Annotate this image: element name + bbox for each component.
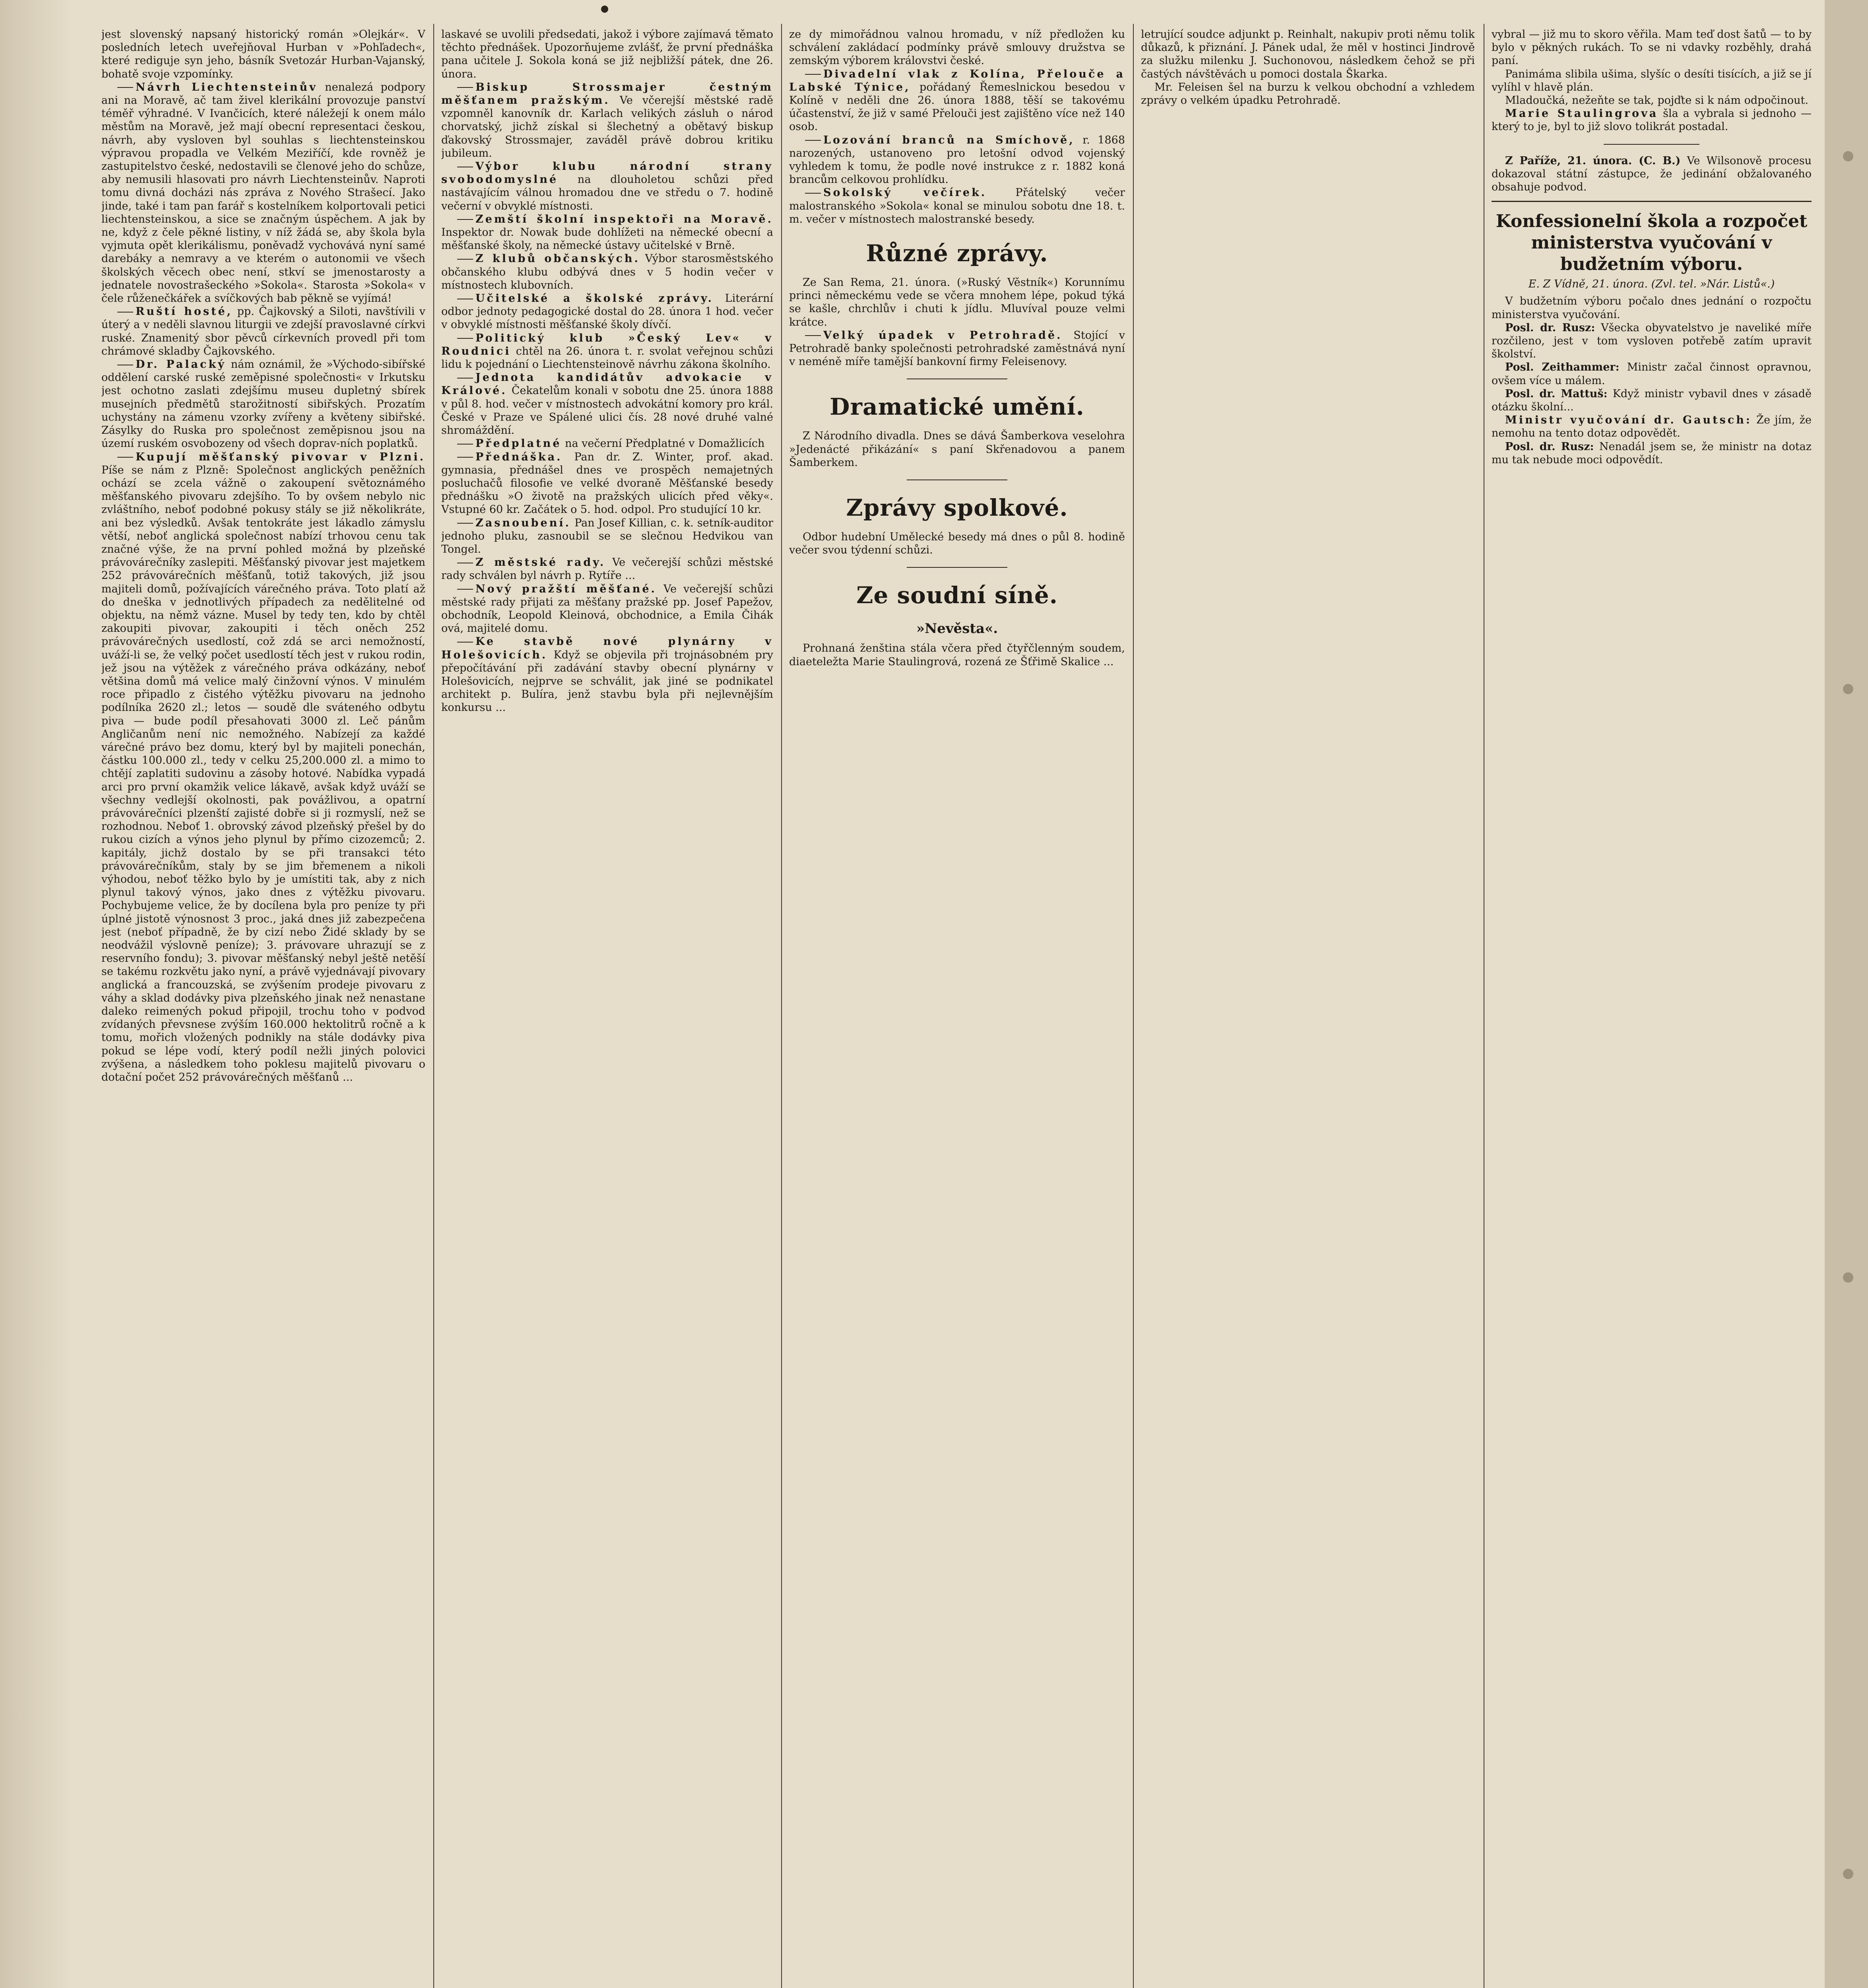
article-paragraph [1492,440,1812,466]
article-text: jest slovenský napsaný historický román »Olejkár«. V posledních letech uveřejňoval Hurban v »Pohľadech«, které rediguje syn jeho, básník Svetozár Hurban-Vajanský, bohatě svoje vzpomínky. [101,28,425,80]
binding-hole [1843,1272,1853,1283]
article-heading: Ruští hosté, [136,305,233,318]
article-paragraph [441,635,773,714]
article-heading: Návrh Liechtensteinův [136,81,318,93]
page-left-edge [0,0,72,1988]
article-heading: Dr. Palacký [136,358,226,371]
article-paragraph [1492,321,1812,361]
section-heading-zpravy-spolkove: Zprávy spolkové. [846,494,1068,522]
column-rule [1133,24,1134,1988]
article-paragraph [441,81,773,160]
article-text: letrující soudce adjunkt p. Reinhalt, nakupiv proti němu tolik důkazů, k přiznání. J. Pánek udal, že měl v hostinci Jindrově za služku milenku J. Suchonovou, následkem čehož se při častých návštěvách u pomoci dostala Škarka. [1141,28,1475,80]
article-heading: Přednáška. [475,450,563,463]
column-rule [781,24,782,1988]
page-binding-edge [1825,0,1868,1988]
article-heading: Ke stavbě nové plynárny v Holešovicích. [441,635,773,661]
article-heading: Biskup Strossmajer čestným měšťanem pražským. [441,81,773,107]
article-text: laskavé se uvolili předsedati, jakož i výbore zajímavá těmato těchto přednášek. Upozorňujeme zvlášť, že první přednáška pana učitele J. Sokola koná se již nejbližší pátek, dne 26. února. [441,28,773,80]
article-paragraph [441,252,773,292]
column-4 [1141,28,1475,1988]
article-paragraph [441,556,773,582]
article-heading: Učitelské a školské zprávy. [475,292,714,305]
article-text: Ministr začal činnost opravnou, ovšem více u málem. [1492,361,1812,387]
speaker-name: Posl. dr. Rusz: [1505,321,1595,334]
article-heading: Lozování branců na Smíchově, [823,134,1075,146]
article-heading: Z městské rady. [475,556,606,569]
article-heading: Jednota kandidátův advokacie v Králové. [441,371,773,397]
article-heading: Zasnoubení. [475,516,571,529]
article-heading: Marie Staulingrova [1505,107,1659,120]
column-5 [1492,28,1812,1988]
top-bullet-mark [601,6,608,13]
article-text: Čekatelům konali v sobotu dne 25. února 1888 v půl 8. hod. večer v místnostech advokátní komory pro král. České v Praze ve Spálené ulici čís. 28 nové druhé valné shromáždění. [441,384,773,437]
article-paragraph [789,329,1125,369]
article-heading: Kupují měšťanský pivovar v Plzni. [136,450,425,463]
article-text: Píše se nám z Plzně: Společnost anglických peněžních ochází se zcela vážně o zakoupení světoznámého měšťanského pivovaru zdejšího. To by ovšem nebylo nic zvláštního, neboť podobné pokusy stály se již několikráte, ani bez výsledků. Avšak tentokráte jest lákadlo zámyslu větší, neboť anglická společnost nabízí trhovou cenu tak značné výše, že na první pohled možná by plzeňské právovárečníky zaslepiti. Měšťanský pivovar jest majetkem 252 právovárečních měšťanů, totiž takových, již jsou majiteli domů, požívajících várečného práva. Toto platí až do dneška v jednotlivých případech za nedělitelné od objektu, na němž vázne. Musel by tedy ten, kdo by chtěl zakoupiti pivovar, zakoupiti i těch oněch 252 právovárečných usedlostí, což zdá se arci nemožností, uváží-li se, že velký počet usedlostí těch jest v rukou rodin, jež jsou na výtěžek z várečného práva odkázány, neboť většina domů má velice malý činžovní výnos. V minulém roce připadlo z čistého výtěžku pivovaru na jednoho podílníka 2620 zl.; letos — soudě dle sváteného odbytu piva — bude podíl přesahovati 3000 zl. Leč pánům Angličanům není nic nemožného. Nabízejí za každé várečné právo bez domu, který byl by majiteli ponechán, částku 100.000 zl., tedy v celku 25,200.000 zl. a mimo to chtějí zaplatiti sudovinu a zásoby hotové. Nabídka vypadá arci pro první okamžik velice lákavě, avšak když uváží se všechny vedlejší okolnosti, pak povážlivou, a opatrní právovárečníci plzenští zajisté dobře si ji rozmyslí, než se rozhodnou. Neboť 1. obrovský závod plzeňský přešel by do rukou cizích a výnos jeho plynul by přímo cizozemců; 2. kapitály, jichž dostalo by se při transakci této právovárečníkům, staly by se jim břemenem a nikoli výhodou, neboť těžko bylo by je umístiti tak, aby z nich plynul takový výnos, jako dnes z výtěžku pivovaru. Pochybujeme velice, že by docílena byla pro peníze ty při úplné jistotě výnosnost 3 proc., jaká dnes již zabezpečena jest (neboť případně, že by cizí nebo Židé sklady by se neodvážil výslovně peníze); 3. právovare uhrazují se z reservního fondu); 3. pivovar měšťanský nebyl ještě netěší se takému rozkvětu jako nyní, a právě vyjednávají pivovary anglická a francouzská, se zvýšením prodeje pivovaru z váhy a sklad dodávky piva plzeňského jinak než nenastane daleko reimených pokud připojil, trochu toho v podvod zvídaných převsnese zvýším 160.000 hektolitrů ročně a k tomu, mořich vložených podnikly na stále dodávky piva pokud se lépe vodí, který podíl nežli jiných polovici zvýšena, a následkem toho poklesu majitelů pivovaru o dotační počet 252 právovárečných měšťanů ... [101,464,425,1084]
article-paragraph [441,332,773,371]
article-dateline: Z Paříže, 21. února. (C. B.) [1505,154,1681,167]
column-3 [789,28,1125,1988]
article-title-nevesta: »Nevěsta«. [916,621,998,637]
article-text: Když se objevila při trojnásobném pry přepočítávání při zadávání stavby obecní plynárny v Holešovicích, nejprve se schválit, jak jiné se podnikatel architekt p. Bulíra, jenž stavbu byla při nejlevnějším konkursu ... [441,648,773,714]
article-text: na večerní Předplatné v Domažlicích [561,437,765,450]
article-paragraph [101,450,425,1084]
section-heading-dramaticke-umeni: Dramatické umění. [830,393,1084,421]
article-text: ze dy mimořádnou valnou hromadu, v níž předložen ku schválení zakládací podmínky právě smlouvy družstva se zemským výborem královstvi české. [789,28,1125,67]
article-paragraph [1492,387,1812,414]
article-text: Ve večerejší schůzi městské rady schválen byl návrh p. Rytíře ... [441,556,773,582]
article-heading: Předplatné [475,437,562,450]
section-heading-ruzne-zpravy: Různé zprávy. [866,240,1048,267]
article-title-konfessionelni-skola: Konfessionelní škola a rozpočet ministerstva vyučování v budžetním výboru. [1496,211,1808,275]
article-paragraph [789,186,1125,226]
binding-hole [1843,1869,1853,1879]
article-text: Výbor starosměstského občanského klubu odbývá dnes v 5 hodin večer v místnostech klubovních. [441,252,773,291]
article-paragraph: Z Národního divadla. Dnes se dává Šamberkova veselohra »Jedenácté přikázání« s paní Skřenadovou a panem Šamberkem. [789,430,1125,469]
speaker-name: Posl. Zeithammer: [1505,361,1620,374]
article-paragraph [789,68,1125,134]
article-text: Nenadál jsem se, že ministr na dotaz mu tak nebude moci odpovědít. [1492,440,1812,466]
article-paragraph: Prohnaná ženština stála včera před čtyřčlenným soudem, diaeteležta Marie Staulingrová, rozená ze Šťřimě Skalice ... [789,642,1125,668]
binding-hole [1843,684,1853,694]
article-text: Literární odbor jednoty pedagogické dostal do 28. února 1 hod. večer v obvyklé místnosti měšťanské školy dívčí. [441,292,773,331]
article-text: r. 1868 narozených, ustanoveno pro letošní odvod vojenský vyhledem k tomu, že podle nové instrukce z r. 1882 koná brancům celkovou prohlídku. [789,134,1125,186]
article-text: Že jím, že nemohu na tento dotaz odpovědět. [1492,414,1812,440]
article-heading: Zemští školní inspektoři na Moravě. [475,213,773,225]
speaker-name: Posl. dr. Rusz: [1505,440,1594,453]
speaker-name: Ministr vyučování dr. Gautsch: [1505,414,1752,427]
article-text: chtěl na 26. února t. r. svolat veřejnou schůzi lidu k pojednání o Liechtensteinově návrhu zákona školního. [441,345,773,371]
article-paragraph [1492,361,1812,387]
article-paragraph [441,213,773,252]
article-paragraph [101,358,425,450]
article-text: Stojící v Petrohradě banky společnosti petrohradské zaměstnává nyní v neméně míře tamější bankovní firmy Feleisenovy. [789,329,1125,368]
article-paragraph [441,516,773,556]
article-paragraph [1492,414,1812,440]
section-heading-ze-soudni-sine: Ze soudní síně. [856,582,1058,609]
article-text: Pan Josef Killian, c. k. setník-auditor jednoho pluku, zasnoubil se se slečnou Hedvikou van Tongel. [441,516,773,555]
article-heading: Z klubů občanských. [475,252,640,265]
article-byline: E. Z Vídně, 21. února. (Zvl. tel. »Nár. Listů«.) [1528,278,1775,291]
article-paragraph [1492,107,1812,133]
article-paragraph: V budžetním výboru počalo dnes jednání o rozpočtu ministerstva vyučování. [1492,295,1812,321]
article-paragraph: Odbor hudební Umělecké besedy má dnes o půl 8. hodině večer svou týdenní schůzi. [789,531,1125,557]
article-paragraph: Ze San Rema, 21. února. (»Ruský Věstník«) Korunnímu princi německému vede se včera mnohem lépe, pokud týká se kašle, chrchlův i chuti k jídlu. Mluvíval pouze velmi krátce. [789,276,1125,328]
article-heading: Velký úpadek v Petrohradě. [823,329,1063,342]
article-paragraph [441,450,773,516]
speaker-name: Posl. dr. Mattuš: [1505,387,1608,400]
column-1 [101,28,425,1988]
article-text: nenalezá podpory ani na Moravě, ač tam živel klerikální provozuje panství téměř výhradné. V Ivančicích, které náležejí k onem málo městům na Moravě, jež mají obecní representaci českou, návrh, aby vysloven byl souhlas s liechtensteinskou výpravou propadla ve Velkém Meziříčí, kde rovněž je zastupitelstvo české, nedostavili se členové jeho do schůze, aby nemusili hlasovati pro návrh Liechtensteinův. Naproti tomu divná docházi nás zpráva z Nového Strašecí. Jako jinde, také i tam pan farář s kostelníkem kolportovali petici liechtensteinskou, a sice se značným úspěchem. A jak by ne, když z čele pěkné listiny, v níž žádá se, aby škola byla vyjmuta opět klerikálismu, poněvadž vychovává nyní samé darebáky a nemravy a ve kterém o autonomii ve všech školských věcech obec není, stkví se jmenostarosty a jednatele novostrašeckého »Sokola«. Starosta »Sokola« v čele růženečkářek a svíčkových bab pěkně se vyjímá! [101,81,425,305]
article-paragraph: Mladoučká, nežeňte se tak, pojďte si k nám odpočinout. [1505,94,1808,107]
column-2 [441,28,773,1988]
article-text: Pan dr. Z. Winter, prof. akad. gymnasia, přednášel dnes ve prospěch nemajetných posluchačů filosofie ve velké dvoraně Měšťanské besedy přednášku »O životě na pražských ulicích před věky«. Vstupné 60 kr. Začátek o 5. hod. odpol. Pro studující 10 kr. [441,450,773,516]
article-text: pořádaný Řemeslnickou besedou v Kolíně v neděli dne 26. února 1888, těší se takovému účastenství, že již v samé Přelouči jest zajištěno více než 140 osob. [789,81,1125,133]
divider [1492,201,1812,202]
article-paragraph [789,134,1125,186]
article-heading: Politický klub »Český Lev« v Roudnici [441,332,773,357]
article-paragraph [101,81,425,305]
article-paragraph [101,305,425,358]
article-paragraph [441,371,773,437]
article-paragraph [441,160,773,213]
column-rule [433,24,434,1988]
article-heading: Výbor klubu národní strany svobodomyslné [441,160,773,186]
article-text: na dlouholetou schůzi před nastávajícím válnou hromadou dne ve středu o 7. hodině večerní v obvyklé místnosti. [441,173,773,212]
article-text: vybral — již mu to skoro věřila. Mam teď dost šatů — to by bylo v pěkných rukách. To se ni vdavky rozběhly, drahá paní. [1492,28,1812,67]
article-paragraph [1492,154,1812,194]
article-text: Ve večerejší schůzi městské rady přijati za měšťany pražské pp. Josef Papežov, obchodník, Leopold Kleinová, obchodnice, a Emila Čihák ová, majitelé domu. [441,582,773,635]
article-text: Všecka obyvatelstvo je naveliké míře rozčileno, jest v tom vysloven potřebě zatím upravit školství. [1492,321,1812,361]
article-paragraph [441,582,773,635]
article-heading: Divadelní vlak z Kolína, Přelouče a Labské Týnice, [789,68,1125,93]
article-text: pp. Čajkovský a Siloti, navštívili v úterý a v neděli slavnou liturgii ve zdejší pravoslavné církvi ruské. Znamenitý sbor pěvců církevních provedl při tom chrámové skladby Čajkovského. [101,305,425,357]
article-text: šla a vybrala si jednoho — který to je, byl to již slovo tolikrát postadal. [1492,107,1812,133]
article-text: Ve Wilsonově procesu dokazoval státní zástupce, že jedinání obžalovaného obsahuje podvod. [1492,154,1812,194]
article-paragraph: Panimáma slibila ušima, slyšíc o desíti tisících, a již se jí vylíhl v hlavě plán. [1492,68,1812,93]
article-text: Ve včerejší městské radě vzpomněl kanovník dr. Karlach velikých zásluh o národ chorvatský, jichž získal si šlechetný a obětavý biskup ďakovský Strossmajer, zaváděl právě dobrou kritiku jubileum. [441,94,773,159]
article-text: Když ministr vybavil dnes v zásadě otázku školní... [1492,387,1812,414]
article-text: Inspektor dr. Nowak bude dohlížeti na německé obecní a měšťanské školy, na německé ústavy učitelské v Brně. [441,226,773,252]
article-paragraph [441,437,773,450]
divider [1604,144,1700,145]
article-heading: Nový pražští měšťané. [475,582,657,595]
binding-hole [1843,151,1853,161]
article-heading: Sokolský večírek. [823,186,987,199]
article-paragraph [441,292,773,332]
article-text: nám oznámil, že »Východo-sibířské oddělení carské ruské zeměpisné společnosti« v Irkutsku jest ochotno zaslati zdejšímu museu dupletný sbírek musejních předmětů starožitností sibiřských. Prozatím uchystány na zámenu vzorky zvířeny a květeny sibiřské. Zásylky do Ruska pro společnost zeměpisnou jsou na území ruském osvobozeny od všech doprav-ních poplatků. [101,358,425,450]
article-paragraph: Mr. Feleisen šel na burzu k velkou obchodní a vzhledem zprávy o velkém úpadku Petrohradě. [1141,81,1475,107]
divider [907,567,1008,568]
article-text: Přátelský večer malostranského »Sokola« konal se minulou sobotu dne 18. t. m. večer v místnostech malostranské besedy. [789,186,1125,225]
